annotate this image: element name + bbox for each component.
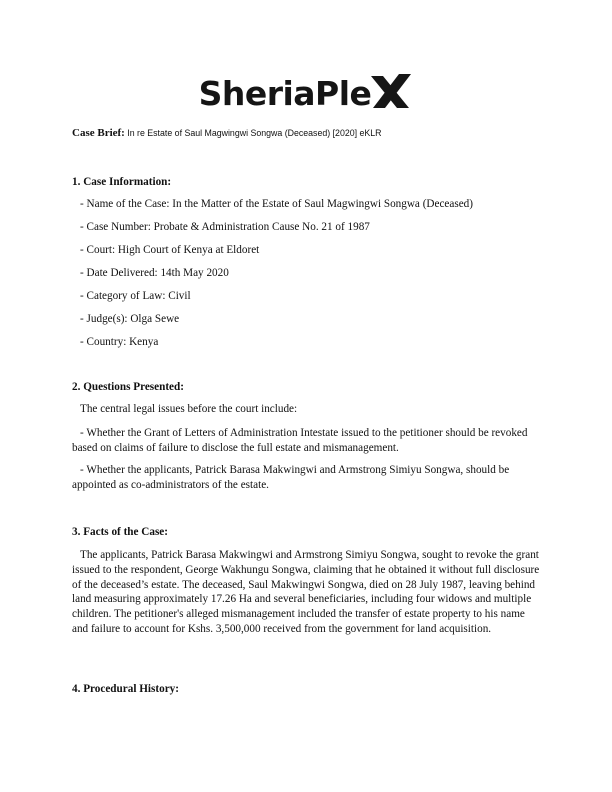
case-info-item: - Judge(s): Olga Sewe bbox=[80, 313, 180, 325]
facts-paragraph: The applicants, Patrick Barasa Makwingwi and Armstrong Simiyu Songwa, sought to revoke the grant issued to the respondent, George Wakhungu Songwa, claiming that he obtained it without full disclosure of the deceased’s estate. The deceased, Saul Makwingwi Songwa, died on 28 July 1987, leaving behind land measuring approximately 17.26 Ha and several beneficiaries, including four widows and multiple children. The petitioner's alleged mismanagement included the transfer of estate property to his name and failure to account for Kshs. 3,500,000 received from the government for land acquisition. bbox=[72, 549, 540, 635]
case-brief-line bbox=[72, 127, 382, 139]
section-heading-procedural-history: 4. Procedural History: bbox=[72, 683, 179, 695]
case-info-item: - Name of the Case: In the Matter of the Estate of Saul Magwingwi Songwa (Deceased) bbox=[80, 198, 473, 210]
case-brief-title: In re Estate of Saul Magwingwi Songwa (Deceased) [2020] eKLR bbox=[127, 128, 382, 138]
section-heading-questions-presented: 2. Questions Presented: bbox=[72, 381, 184, 393]
logo-wordmark: SheriaPle bbox=[198, 73, 372, 113]
case-info-item: - Category of Law: Civil bbox=[80, 290, 191, 302]
logo-x-icon bbox=[369, 72, 413, 112]
questions-intro: The central legal issues before the court include: bbox=[80, 403, 298, 415]
case-info-item: - Country: Kenya bbox=[80, 336, 159, 348]
section-heading-facts: 3. Facts of the Case: bbox=[72, 526, 169, 538]
case-brief-label: Case Brief: bbox=[72, 127, 125, 139]
sheriaplex-logo bbox=[0, 74, 612, 122]
question-item: - Whether the Grant of Letters of Administration Intestate issued to the petitioner should be revoked based on claims of failure to disclose the full estate and mismanagement. bbox=[72, 427, 528, 454]
case-info-item: - Case Number: Probate & Administration Cause No. 21 of 1987 bbox=[80, 221, 370, 233]
case-info-item: - Date Delivered: 14th May 2020 bbox=[80, 267, 229, 279]
section-heading-case-information: 1. Case Information: bbox=[72, 176, 172, 188]
case-info-item: - Court: High Court of Kenya at Eldoret bbox=[80, 244, 260, 256]
question-item: - Whether the applicants, Patrick Barasa Makwingwi and Armstrong Simiyu Songwa, should be appointed as co-administrators of the estate. bbox=[72, 464, 510, 491]
